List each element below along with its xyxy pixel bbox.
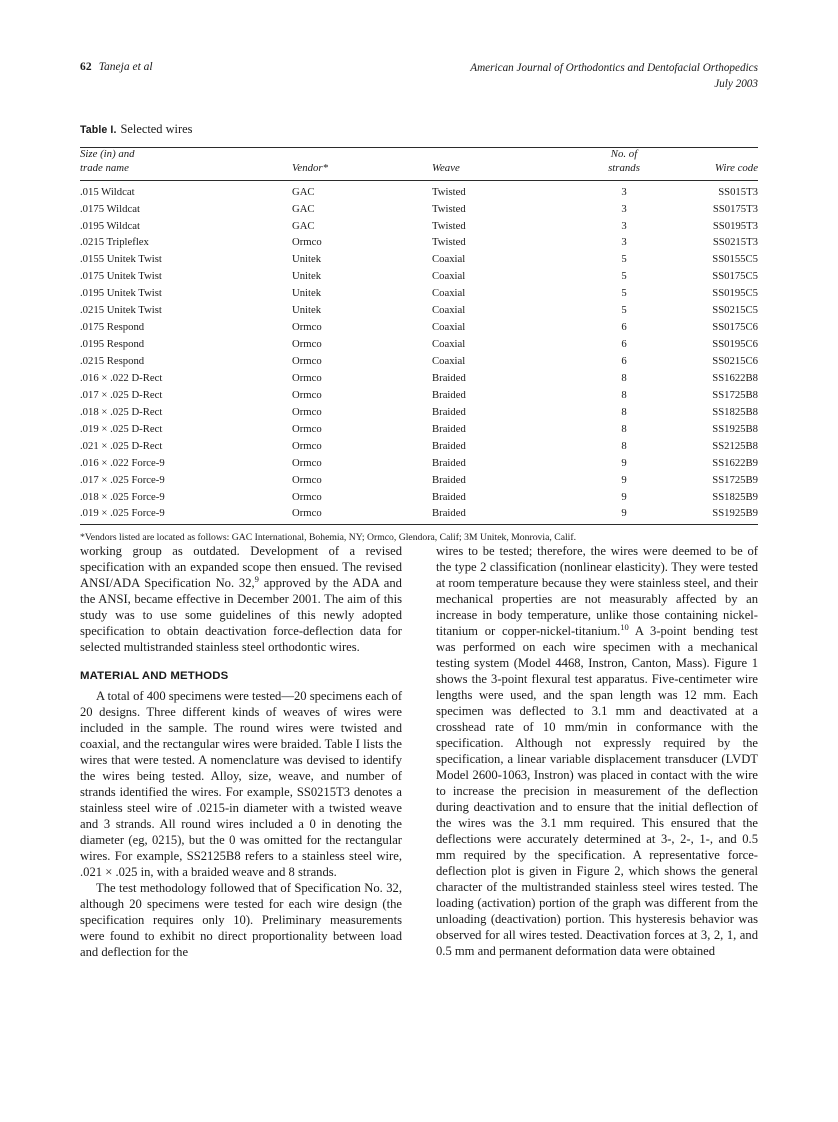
cell-size: .019 × .025 Force-9: [80, 505, 292, 524]
cell-strands: 5: [621, 270, 627, 283]
cell-weave: Twisted: [432, 236, 466, 249]
cell-strands: 8: [621, 439, 627, 452]
cell-wire-code: SS0175C5: [712, 270, 758, 283]
reference-marker-10: 10: [620, 621, 629, 632]
cell-wire-code: SS2125B8: [712, 439, 758, 452]
journal-title: American Journal of Orthodontics and Dentofacial Orthopedics: [470, 62, 758, 74]
cell-weave: Braided: [432, 490, 466, 503]
cell-weave: Coaxial: [432, 253, 466, 266]
cell-vendor: Ormco: [292, 473, 322, 486]
cell-weave: Coaxial: [432, 321, 466, 334]
cell-size: .018 × .025 Force-9: [80, 490, 165, 503]
cell-wire-code: SS0195T3: [712, 219, 758, 232]
cell-weave: Braided: [432, 473, 466, 486]
cell-vendor: Ormco: [292, 439, 322, 452]
cell-vendor: Unitek: [292, 287, 322, 300]
cell-size: .0195 Wildcat: [80, 219, 140, 232]
cell-vendor: Ormco: [292, 388, 322, 401]
cell-wire-code: SS1622B9: [712, 456, 758, 469]
cell-size: .0215 Tripleflex: [80, 236, 149, 249]
cell-wire-code: SS1725B8: [712, 388, 758, 401]
table-body: [80, 180, 758, 525]
cell-strands: 3: [621, 202, 627, 215]
cell-strands: 5: [621, 287, 627, 300]
cell-strands: 8: [621, 388, 627, 401]
cell-vendor: Ormco: [292, 338, 322, 351]
table-row: [80, 217, 758, 234]
cell-weave: Coaxial: [432, 338, 466, 351]
table-row: [80, 336, 758, 353]
table-footnote: *Vendors listed are located as follows: GAC International, Bohemia, NY; Ormco, Glendora, Calif; 3M Unitek, Monrovia, Calif.: [80, 532, 577, 544]
cell-vendor: Ormco: [292, 422, 322, 435]
column-header-weave: [432, 148, 568, 181]
running-head: [80, 60, 758, 92]
table-row: [80, 421, 758, 438]
cell-size: .015 Wildcat: [80, 185, 135, 198]
cell-wire-code: SS0155C5: [712, 253, 758, 266]
cell-wire-code: SS1925B9: [680, 505, 758, 524]
cell-wire-code: SS1825B8: [712, 405, 758, 418]
cell-vendor: Ormco: [292, 405, 322, 418]
table-row: [80, 302, 758, 319]
cell-weave: Braided: [432, 388, 466, 401]
table-row: [80, 471, 758, 488]
cell-wire-code: SS1825B9: [712, 490, 758, 503]
cell-size: .019 × .025 D-Rect: [80, 422, 163, 435]
cell-size: .0175 Unitek Twist: [80, 270, 162, 283]
column-header-wire-code-label: Wire code: [714, 161, 758, 174]
table-row: [80, 285, 758, 302]
cell-weave: Twisted: [432, 185, 466, 198]
table-selected-wires: [80, 122, 758, 545]
cell-wire-code: SS0215C6: [712, 355, 758, 367]
cell-strands: 9: [621, 473, 627, 486]
right-paragraph-continued: [436, 543, 758, 959]
cell-vendor: GAC: [292, 219, 315, 232]
cell-strands: 6: [621, 321, 627, 334]
cell-strands: 9: [621, 490, 627, 503]
cell-vendor: Ormco: [292, 456, 322, 469]
table-label: Table I.: [80, 124, 117, 136]
table-row: [80, 505, 758, 524]
table-caption: [80, 122, 758, 137]
cell-strands: 5: [621, 304, 627, 317]
column-header-size: [80, 148, 292, 181]
cell-wire-code: SS1725B9: [712, 473, 758, 486]
cell-strands: 9: [568, 505, 680, 524]
right-column: [436, 543, 758, 960]
table-row: [80, 404, 758, 421]
cell-size: .0175 Respond: [80, 321, 145, 334]
left-paragraph-continued: [80, 543, 402, 655]
cell-strands: 3: [621, 236, 627, 249]
issue-date: July 2003: [714, 78, 758, 91]
cell-weave: Braided: [432, 505, 568, 524]
cell-vendor: Ormco: [292, 355, 322, 367]
running-head-left: [80, 60, 153, 76]
cell-vendor: GAC: [292, 202, 315, 215]
cell-size: .0215 Respond: [80, 355, 145, 367]
cell-size: .0155 Unitek Twist: [80, 253, 162, 266]
column-header-size-line1: Size (in) and: [80, 148, 135, 160]
cell-wire-code: SS1925B8: [712, 422, 758, 435]
cell-wire-code: SS0215T3: [712, 236, 758, 249]
cell-wire-code: SS0215C5: [712, 304, 758, 317]
cell-strands: 3: [621, 185, 627, 198]
cell-size: .016 × .022 Force-9: [80, 456, 165, 469]
table-row: [80, 251, 758, 268]
cell-size: .0195 Respond: [80, 338, 145, 351]
table-row: [80, 234, 758, 251]
wires-table: [80, 142, 758, 525]
cell-strands: 8: [621, 422, 627, 435]
table-row: [80, 438, 758, 455]
reference-marker-9: 9: [254, 573, 259, 584]
cell-size: .017 × .025 D-Rect: [80, 388, 163, 401]
page-number: 62: [80, 61, 92, 73]
cell-weave: Twisted: [432, 219, 466, 232]
left-para-continued-text: working group as outdated. Development of a revised specification with an expanded scope then ensued. The revised ANSI/ADA Specification No. 32,: [80, 544, 402, 591]
column-header-vendor: [292, 148, 432, 181]
right-para-continued-rest: A 3-point bending test was performed on each wire specimen with a mechanical testing system (Model 4468, Instron, Canton, Mass). Figure 1 shows the 3-point flexural test apparatus. Five-centimeter wire lengths were used, and the span length was 12 mm. Each specimen was deflected to 3.1 mm and deactivated at a crosshead rate of 10 mm/min in conformance with the specification. Although not expressly required by the specification, a linear variable displacement transducer (LVDT Model 2600-1063, Instron) was placed in contact with the wire to increase the precision in measurement of the deflection during deactivation and to ensure that the initial deflection of the wires was the 3.1 mm required. This ensured that the deflections were accurately determined at 3-, 2-, 1-, and 0.5 mm required by the specification. A representative force-deflection plot is given in Figure 2, which shows the general character of the multistranded stainless steel wires tested. The loading (activation) portion of the graph was different from the unloading (deactivation) portion. This hysteresis behavior was observed for all wires tested. Deactivation forces at 3, 2, 1, and 0.5 mm and permanent deformation data were obtained: [436, 624, 758, 959]
column-header-size-line2: trade name: [80, 161, 129, 174]
table-row: [80, 268, 758, 285]
cell-wire-code: SS015T3: [718, 185, 758, 198]
cell-size: .0175 Wildcat: [80, 202, 140, 215]
cell-vendor: Unitek: [292, 304, 322, 317]
left-column: [80, 543, 402, 960]
table-row: [80, 180, 758, 200]
cell-strands: 9: [621, 456, 627, 469]
cell-weave: Braided: [432, 405, 466, 418]
cell-wire-code: SS0175C6: [712, 321, 758, 334]
column-header-strands-line2: strands: [608, 161, 640, 174]
left-paragraph-2: The test methodology followed that of Specification No. 32, although 20 specimens were tested for each wire design (the specification requires only 10). Preliminary measurements were found to exhibit no direct proportionality between load and deflection for the: [80, 880, 402, 960]
table-row: [80, 387, 758, 404]
section-heading-material-and-methods: MATERIAL AND METHODS: [80, 670, 229, 683]
cell-weave: Coaxial: [432, 304, 466, 317]
cell-weave: Coaxial: [432, 270, 466, 283]
left-para-continued-rest: approved by the ADA and the ANSI, became effective in December 2001. The aim of this study was to use some guidelines of this newly adopted specification to obtain deactivation force-deflection data for selected multistranded stainless steel orthodontic wires.: [80, 576, 402, 655]
cell-weave: Twisted: [432, 202, 466, 215]
cell-size: .018 × .025 D-Rect: [80, 405, 163, 418]
cell-weave: Braided: [432, 371, 466, 384]
cell-wire-code: SS1622B8: [712, 371, 758, 384]
table-row: [80, 454, 758, 471]
table-row: [80, 353, 758, 370]
cell-size: .021 × .025 D-Rect: [80, 439, 163, 452]
running-head-right: [470, 60, 758, 92]
cell-vendor: Ormco: [292, 505, 432, 524]
cell-weave: Braided: [432, 439, 466, 452]
body-columns: [80, 543, 758, 960]
cell-weave: Coaxial: [432, 287, 466, 300]
column-header-weave-label: Weave: [432, 161, 460, 174]
cell-strands: 8: [621, 405, 627, 418]
cell-strands: 5: [621, 253, 627, 266]
table-title: Selected wires: [120, 122, 193, 136]
cell-strands: 8: [621, 371, 627, 384]
cell-vendor: Unitek: [292, 270, 322, 283]
cell-wire-code: SS0195C5: [712, 287, 758, 300]
column-header-strands-line1: No. of: [610, 148, 638, 160]
cell-strands: 3: [621, 219, 627, 232]
cell-size: .0215 Unitek Twist: [80, 304, 162, 317]
cell-vendor: Ormco: [292, 321, 322, 334]
table-row: [80, 488, 758, 505]
column-header-strands: [568, 148, 680, 181]
cell-vendor: Ormco: [292, 490, 322, 503]
column-header-wire-code: [680, 148, 758, 181]
cell-vendor: Unitek: [292, 253, 322, 266]
cell-vendor: Ormco: [292, 371, 322, 384]
left-paragraph-1: A total of 400 specimens were tested—20 specimens each of 20 designs. Three different kinds of weaves of wires were included in the sample. The round wires were twisted and coaxial, and the rectangular wires were braided. Table I lists the wires that were tested. A nomenclature was devised to identify the wires being tested. Alloy, size, weave, and number of strands identified the wires. For example, SS0215T3 denotes a stainless steel wire of .0215-in diameter with a twisted weave and 3 strands. All round wires included a 0 in denoting the diameter (eg, 0215), but the 0 was omitted for the rectangular wires. For example, SS2125B8 refers to a stainless steel wire, .021 × .025 in, with a braided weave and 8 strands.: [80, 688, 403, 879]
cell-weave: Coaxial: [432, 355, 466, 367]
table-header-row: [80, 148, 758, 181]
running-head-author: Taneja et al: [98, 61, 153, 73]
table-row: [80, 370, 758, 387]
cell-wire-code: SS0175T3: [712, 202, 758, 215]
cell-weave: Braided: [432, 456, 466, 469]
table-head: [80, 142, 758, 180]
cell-wire-code: SS0195C6: [712, 338, 758, 351]
cell-weave: Braided: [432, 422, 466, 435]
right-para-continued-text: wires to be tested; therefore, the wires were deemed to be of the type 2 classification (nonlinear elasticity). They were tested at room temperature because they were stainless steel, and their mechanical properties are not measurably affected by an increase in body temperature, unlike those containing nickel-titanium or copper-nickel-titanium.: [436, 544, 758, 639]
table-row: [80, 200, 758, 217]
cell-size: .017 × .025 Force-9: [80, 473, 165, 486]
cell-strands: 6: [621, 338, 627, 351]
column-header-vendor-label: Vendor*: [292, 161, 328, 174]
cell-strands: 6: [621, 355, 627, 367]
cell-size: .016 × .022 D-Rect: [80, 371, 163, 384]
table-row: [80, 319, 758, 336]
cell-size: .0195 Unitek Twist: [80, 287, 162, 300]
cell-vendor: GAC: [292, 185, 315, 198]
cell-vendor: Ormco: [292, 236, 322, 249]
